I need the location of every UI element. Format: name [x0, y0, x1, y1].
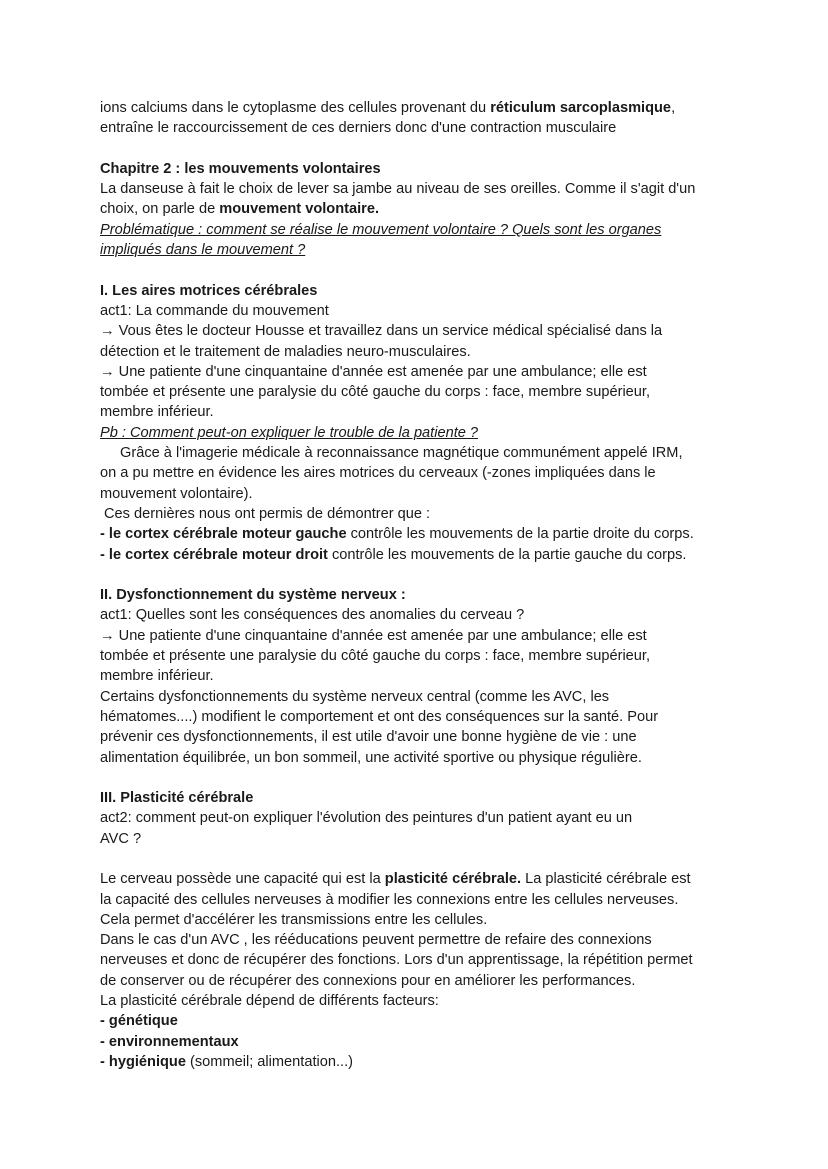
chapter-title: Chapitre 2 : les mouvements volontaires — [100, 160, 381, 177]
paragraph-line: ions calciums dans le cytoplasme des cellules provenant du réticulum sarcoplasmique, — [100, 100, 676, 116]
paragraph-line: prévenir ces dysfonctionnements, il est utile d'avoir une bonne hygiène de vie : une — [100, 729, 637, 746]
paragraph-line: → Une patiente d'une cinquantaine d'année est amenée par une ambulance; elle est — [100, 363, 647, 380]
paragraph-line: alimentation équilibrée, un bon sommeil, une activité sportive ou physique régulière. — [100, 749, 642, 766]
list-item: - génétique — [100, 1013, 178, 1030]
paragraph-line: tombée et présente une paralysie du côté gauche du corps : face, membre supérieur, — [100, 648, 651, 665]
activity-line: act1: Quelles sont les conséquences des anomalies du cerveau ? — [100, 607, 525, 624]
paragraph-line: détection et le traitement de maladies neuro-musculaires. — [100, 343, 471, 360]
bold-term: mouvement volontaire. — [219, 201, 380, 218]
paragraph-line: La plasticité cérébrale dépend de différents facteurs: — [100, 993, 439, 1010]
paragraph-line: nerveuses et donc de récupérer des fonctions. Lors d'un apprentissage, la répétition permet — [100, 952, 693, 969]
paragraph-line: La danseuse à fait le choix de lever sa jambe au niveau de ses oreilles. Comme il s'agit d'un — [100, 181, 696, 198]
paragraph-line: Le cerveau possède une capacité qui est la plasticité cérébrale. La plasticité cérébrale est — [100, 871, 691, 888]
list-item: - le cortex cérébrale moteur droit contrôle les mouvements de la partie gauche du corps. — [100, 546, 687, 563]
paragraph-line: → Une patiente d'une cinquantaine d'année est amenée par une ambulance; elle est — [100, 627, 647, 644]
section-title: II. Dysfonctionnement du système nerveux : — [100, 587, 406, 604]
paragraph-line: on a pu mettre en évidence les aires motrices du cerveaux (-zones impliquées dans le — [100, 465, 656, 482]
paragraph-line: membre inférieur. — [100, 404, 214, 421]
activity-line: act1: La commande du mouvement — [100, 302, 329, 319]
paragraph-line: entraîne le raccourcissement de ces derniers donc d'une contraction musculaire — [100, 120, 617, 137]
problem-line: Pb : Comment peut-on expliquer le trouble de la patiente ? — [100, 424, 479, 441]
list-item: - environnementaux — [100, 1033, 239, 1050]
paragraph-line: Ces dernières nous ont permis de démontrer que : — [104, 505, 431, 522]
problematic-line: impliqués dans le mouvement ? — [100, 242, 306, 259]
activity-line: AVC ? — [100, 830, 142, 847]
paragraph-line: la capacité des cellules nerveuses à modifier les connexions entre les cellules nerveuses. — [100, 891, 679, 908]
activity-line: act2: comment peut-on expliquer l'évolution des peintures d'un patient ayant eu un — [100, 810, 633, 827]
paragraph-line: choix, on parle de mouvement volontaire. — [100, 201, 380, 218]
paragraph-line: de conserver ou de récupérer des connexions pour en améliorer les performances. — [100, 972, 636, 989]
section-title: III. Plasticité cérébrale — [100, 790, 254, 807]
paragraph-line: hématomes....) modifient le comportement et ont des conséquences sur la santé. Pour — [100, 708, 659, 725]
paragraph-line: Dans le cas d'un AVC , les rééducations peuvent permettre de refaire des connexions — [100, 932, 652, 949]
bold-term: réticulum sarcoplasmique — [490, 100, 672, 116]
paragraph-line: Cela permet d'accélérer les transmissions entre les cellules. — [100, 911, 488, 928]
paragraph-line: → Vous êtes le docteur Housse et travaillez dans un service médical spécialisé dans la — [100, 323, 663, 340]
problematic-line: Problématique : comment se réalise le mouvement volontaire ? Quels sont les organes — [100, 221, 662, 238]
paragraph-line: mouvement volontaire). — [100, 485, 253, 502]
document-body — [100, 98, 740, 1072]
paragraph-line: Grâce à l'imagerie médicale à reconnaissance magnétique communément appelé IRM, — [120, 445, 683, 462]
section-title: I. Les aires motrices cérébrales — [100, 282, 318, 299]
paragraph-line: tombée et présente une paralysie du côté gauche du corps : face, membre supérieur, — [100, 384, 651, 401]
paragraph-line: membre inférieur. — [100, 668, 214, 685]
list-item: - le cortex cérébrale moteur gauche contrôle les mouvements de la partie droite du corps. — [100, 526, 694, 543]
list-item: - hygiénique (sommeil; alimentation...) — [100, 1053, 354, 1070]
paragraph-line: Certains dysfonctionnements du système nerveux central (comme les AVC, les — [100, 688, 610, 705]
bold-term: plasticité cérébrale. — [384, 871, 522, 888]
